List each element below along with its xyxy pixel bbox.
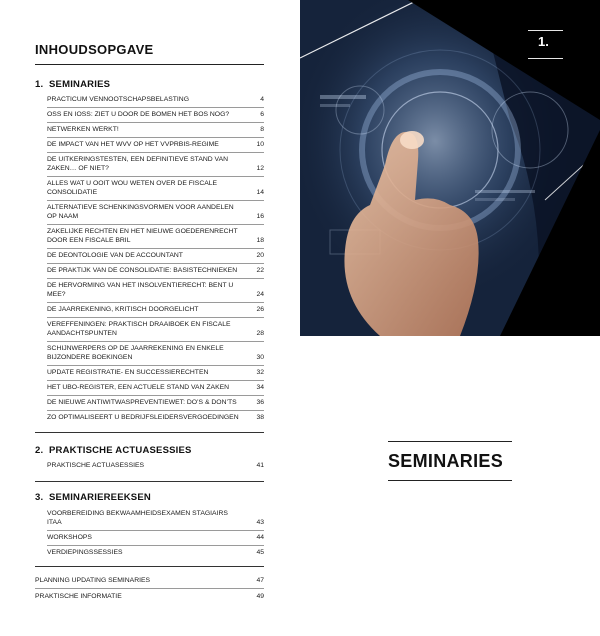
toc-entry-page: 43 — [256, 519, 264, 526]
chapter-title-top-rule — [388, 441, 512, 442]
entry-divider — [47, 200, 264, 201]
toc-entry-text: WORKSHOPS — [47, 534, 92, 541]
toc-title: INHOUDSOPGAVE — [35, 42, 154, 57]
entry-divider — [47, 152, 264, 153]
toc-entry[interactable] — [47, 368, 264, 377]
toc-entry-text: DE IMPACT VAN HET WVV OP HET VVPRBIS-REGIME — [47, 141, 219, 148]
toc-entry[interactable] — [47, 305, 264, 314]
chapter-photo — [300, 0, 600, 336]
section-heading-seminaries — [35, 79, 110, 90]
toc-entry-page: 41 — [256, 462, 264, 469]
toc-entry-text: HET UBO-REGISTER, EEN ACTUELE STAND VAN ZAKEN — [47, 384, 230, 391]
section-number: 1. — [35, 79, 44, 90]
section-title: SEMINARIEREEKSEN — [49, 492, 151, 503]
entry-divider — [47, 545, 264, 546]
toc-entry-page: 44 — [256, 534, 264, 541]
entry-divider — [47, 380, 264, 381]
toc-entry-text: UPDATE REGISTRATIE- EN SUCCESSIERECHTEN — [47, 369, 209, 376]
toc-entry[interactable] — [47, 533, 264, 542]
toc-entry-page: 20 — [256, 252, 264, 259]
toc-entry-text: DE DEONTOLOGIE VAN DE ACCOUNTANT — [47, 252, 183, 259]
entry-divider — [47, 317, 264, 318]
chapter-title: SEMINARIES — [388, 451, 504, 471]
section-divider — [35, 481, 264, 482]
section-title: SEMINARIES — [49, 79, 111, 90]
title-divider — [35, 64, 264, 65]
toc-entry-page: 16 — [256, 213, 264, 220]
toc-entry-text: VOORBEREIDING BEKWAAMHEIDSEXAMEN STAGIAIRS ITAA — [47, 510, 228, 526]
chapter-title-bottom-rule — [388, 480, 512, 481]
toc-entry-text: NETWERKEN WERKT! — [47, 126, 119, 133]
entry-divider — [47, 176, 264, 177]
toc-entry-page: 12 — [256, 165, 264, 172]
entry-divider — [47, 410, 264, 411]
entry-divider — [47, 302, 264, 303]
toc-entry-text: DE HERVORMING VAN HET INSOLVENTIERECHT: BENT U MEE? — [47, 282, 234, 298]
toc-entry-page: 26 — [256, 306, 264, 313]
entry-divider — [47, 263, 264, 264]
toc-entry[interactable] — [35, 592, 264, 601]
entry-divider — [47, 137, 264, 138]
toc-entry[interactable] — [47, 179, 264, 197]
entry-divider — [47, 530, 264, 531]
entry-divider — [47, 122, 264, 123]
toc-entry[interactable] — [47, 383, 264, 392]
section-number: 3. — [35, 492, 44, 503]
toc-entry-text: ALLES WAT U OOIT WOU WETEN OVER DE FISCALE CONSOLIDATIE — [47, 180, 218, 196]
entry-divider — [47, 341, 264, 342]
section-divider — [35, 432, 264, 433]
toc-entry-page: 32 — [256, 369, 264, 376]
toc-entry-page: 30 — [256, 354, 264, 361]
toc-entry-page: 8 — [260, 126, 264, 133]
toc-entry-page: 14 — [256, 189, 264, 196]
section-title: PRAKTISCHE ACTUASESSIES — [49, 445, 192, 456]
toc-entry-page: 24 — [256, 291, 264, 298]
toc-entry-page: 4 — [260, 96, 264, 103]
toc-entry[interactable] — [47, 398, 264, 407]
chapter-number: 1. — [538, 34, 549, 49]
toc-entry-text: VERDIEPINGSSESSIES — [47, 549, 123, 556]
entry-divider — [47, 278, 264, 279]
section-heading-seminariereeksen — [35, 492, 151, 503]
toc-entry-text: DE UITKERINGSTESTEN, EEN DEFINITIEVE STAND VAN ZAKEN… OF NIET? — [47, 156, 229, 172]
entry-divider — [47, 248, 264, 249]
toc-entry-page: 36 — [256, 399, 264, 406]
toc-entry[interactable] — [47, 125, 264, 134]
badge-bottom-rule — [528, 58, 563, 59]
toc-entry[interactable] — [47, 95, 264, 104]
toc-entry[interactable] — [47, 227, 264, 245]
toc-entry-page: 28 — [256, 330, 264, 337]
toc-entry[interactable] — [47, 155, 264, 173]
toc-entry-page: 6 — [260, 111, 264, 118]
toc-entry-text: SCHIJNWERPERS OP DE JAARREKENING EN ENKELE BIJZONDERE BOEKINGEN — [47, 345, 224, 361]
toc-entry[interactable] — [47, 548, 264, 557]
entry-divider — [47, 365, 264, 366]
toc-entry-page: 45 — [256, 549, 264, 556]
toc-entry[interactable] — [47, 251, 264, 260]
touchscreen-hand-illustration — [300, 0, 600, 336]
section-number: 2. — [35, 445, 44, 456]
toc-entry-text: PRAKTISCHE ACTUASESSIES — [47, 462, 145, 469]
toc-entry[interactable] — [47, 320, 264, 338]
badge-top-rule — [528, 30, 563, 31]
toc-entry-text: VEREFFENINGEN: PRAKTISCH DRAAIBOEK EN FISCALE AANDACHTSPUNTEN — [47, 321, 231, 337]
toc-entry[interactable] — [47, 413, 264, 422]
toc-entry[interactable] — [47, 344, 264, 362]
toc-entry-page: 18 — [256, 237, 264, 244]
section-divider — [35, 566, 264, 567]
toc-entry[interactable] — [47, 203, 264, 221]
toc-entry-page: 49 — [256, 593, 264, 600]
toc-entry-text: ALTERNATIEVE SCHENKINGSVORMEN VOOR AANDELEN OP NAAM — [47, 204, 234, 220]
toc-entry-page: 22 — [256, 267, 264, 274]
toc-entry[interactable] — [35, 576, 264, 585]
toc-entry-text: OSS EN IOSS: ZIET U DOOR DE BOMEN HET BOS NOG? — [47, 111, 230, 118]
toc-entry[interactable] — [47, 140, 264, 149]
toc-entry-text: ZO OPTIMALISEERT U BEDRIJFSLEIDERSVERGOEDINGEN — [47, 414, 239, 421]
toc-entry[interactable] — [47, 461, 264, 470]
toc-entry-text: PLANNING UPDATING SEMINARIES — [35, 577, 151, 584]
toc-entry[interactable] — [47, 281, 264, 299]
entry-divider — [47, 107, 264, 108]
toc-entry-page: 34 — [256, 384, 264, 391]
toc-entry-text: ZAKELIJKE RECHTEN EN HET NIEUWE GOEDERENRECHT DOOR EEN FISCALE BRIL — [47, 228, 238, 244]
toc-entry-text: DE PRAKTIJK VAN DE CONSOLIDATIE: BASISTECHNIEKEN — [47, 267, 238, 274]
toc-entry-text: DE NIEUWE ANTIWITWASPREVENTIEWET: DO’S & DON’TS — [47, 399, 237, 406]
entry-divider — [47, 224, 264, 225]
toc-entry-page: 10 — [256, 141, 264, 148]
toc-entry-text: PRACTICUM VENNOOTSCHAPSBELASTING — [47, 96, 190, 103]
toc-entry-page: 38 — [256, 414, 264, 421]
toc-entry[interactable] — [47, 110, 264, 119]
toc-entry-page: 47 — [256, 577, 264, 584]
toc-entry-text: PRAKTISCHE INFORMATIE — [35, 593, 122, 600]
toc-entry[interactable] — [47, 266, 264, 275]
entry-divider — [47, 395, 264, 396]
toc-entry[interactable] — [47, 509, 264, 527]
toc-entry-text: DE JAARREKENING, KRITISCH DOORGELICHT — [47, 306, 199, 313]
section-heading-actuasessies — [35, 445, 192, 456]
entry-divider — [35, 588, 264, 589]
